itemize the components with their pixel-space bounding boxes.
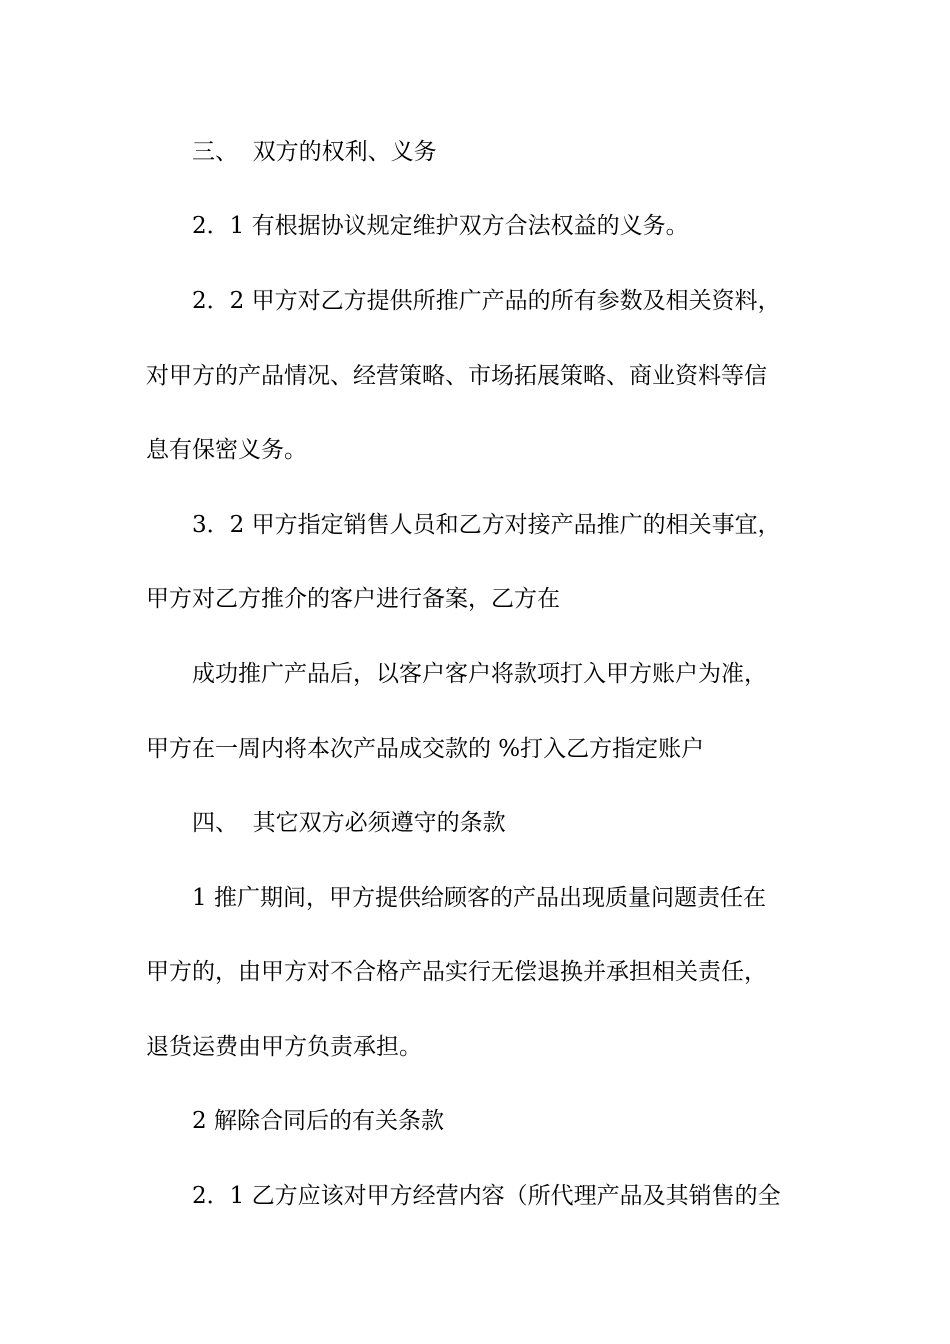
paragraph-payment-terms-end: 甲方在一周内将本次产品成交款的 %打入乙方指定账户 xyxy=(146,736,705,762)
paragraph-payment-terms: 成功推广产品后，以客户客户将款项打入甲方账户为准， xyxy=(192,661,767,687)
section-heading-rights-obligations: 三、 双方的权利、义务 xyxy=(192,139,437,165)
clause-2-termination-heading: 2 解除合同后的有关条款 xyxy=(192,1108,444,1134)
clause-1-end: 退货运费由甲方负责承担。 xyxy=(146,1034,422,1060)
clause-2-2: 2．2 甲方对乙方提供所推广产品的所有参数及相关资料， xyxy=(192,288,781,314)
clause-3-2-continued: 甲方对乙方推介的客户进行备案，乙方在 xyxy=(146,586,560,612)
clause-2-1: 2．1 有根据协议规定维护双方合法权益的义务。 xyxy=(192,213,689,239)
clause-2-2-continued: 对甲方的产品情况、经营策略、市场拓展策略、商业资料等信 xyxy=(146,363,767,389)
section-heading-other-terms: 四、 其它双方必须遵守的条款 xyxy=(192,810,506,836)
clause-2-2-end: 息有保密义务。 xyxy=(146,437,307,463)
clause-1-promotion-period: 1 推广期间，甲方提供给顾客的产品出现质量问题责任在 xyxy=(192,885,766,911)
clause-2-1-confidentiality: 2．1 乙方应该对甲方经营内容（所代理产品及其销售的全 xyxy=(192,1183,781,1209)
clause-1-continued: 甲方的，由甲方对不合格产品实行无偿退换并承担相关责任， xyxy=(146,959,767,985)
clause-3-2: 3．2 甲方指定销售人员和乙方对接产品推广的相关事宜， xyxy=(192,512,781,538)
